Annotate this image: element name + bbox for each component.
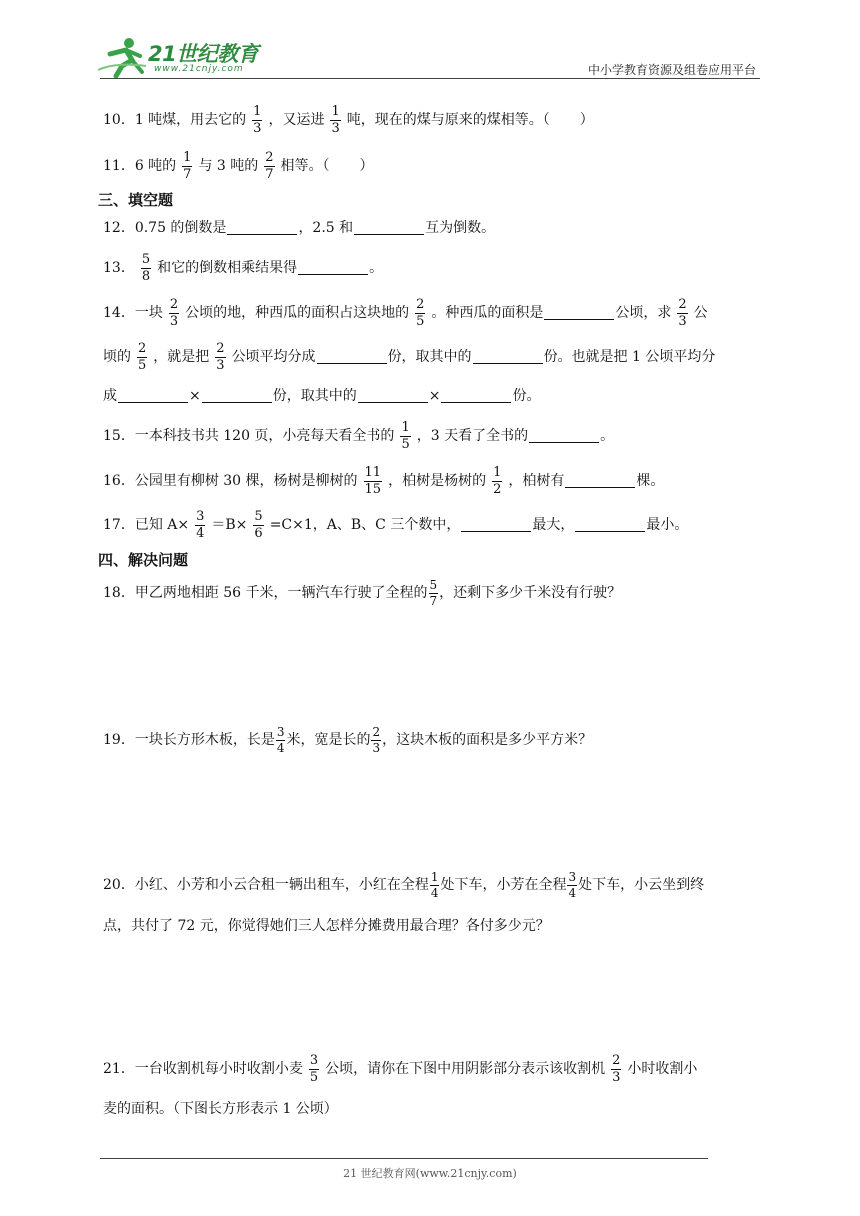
fraction: $\frac{5}{8}$	[141, 251, 151, 284]
runner-logo-icon	[96, 36, 148, 78]
q14-text: 14．一块	[103, 305, 163, 321]
answer-blank[interactable]	[529, 430, 599, 443]
section-solve-title: 四、解决问题	[98, 551, 189, 569]
q12-text-3: 互为倒数。	[425, 220, 496, 236]
q14-text: 公顷的地，种西瓜的面积占这块地的	[185, 305, 410, 321]
q14-text: 份。也就是把 1 公顷平均分	[543, 349, 716, 365]
q10-text-2: ，又运进	[268, 112, 325, 128]
q14-text: 公	[693, 305, 708, 321]
fraction: $\frac{5}{7}$	[429, 577, 438, 608]
fraction: $\frac{3}{4}$	[276, 724, 285, 755]
answer-blank[interactable]	[227, 222, 297, 235]
question-14-line-3	[103, 376, 540, 416]
answer-blank[interactable]	[202, 390, 272, 403]
question-21-line-2	[103, 1089, 338, 1129]
q16-text: ，柏树有	[508, 473, 565, 489]
answer-blank[interactable]	[565, 475, 635, 488]
q11-text-2: 与 3 吨的	[198, 158, 259, 174]
answer-blank[interactable]	[317, 351, 387, 364]
q19-text: 米，宽是长的	[286, 732, 371, 748]
fraction: $\frac{1}{7}$	[183, 149, 192, 182]
footer-divider	[100, 1158, 708, 1159]
q14-text: 份，取其中的	[272, 388, 357, 404]
q17-text: 最大，	[532, 517, 575, 533]
fraction: $\frac{2}{3}$	[216, 340, 225, 373]
q12-text-2: ，2.5 和	[298, 220, 354, 236]
q14-text: ，就是把	[153, 349, 210, 365]
question-11	[103, 146, 374, 186]
times-sign: ×	[428, 388, 441, 404]
fraction: $\frac{2}{3}$	[678, 296, 687, 329]
q17-text: 最小。	[646, 517, 689, 533]
answer-blank[interactable]	[358, 390, 428, 403]
question-17	[103, 505, 688, 545]
fraction: $\frac{2}{3}$	[372, 724, 381, 755]
fraction: $\frac{5}{6}$	[254, 508, 263, 541]
q18-text: ，还剩下多少千米没有行驶？	[439, 585, 622, 601]
fraction: $\frac{2}{7}$	[265, 149, 274, 182]
q21-text: 麦的面积。（下图长方形表示 1 公顷）	[103, 1101, 338, 1117]
question-20-line-2	[103, 906, 550, 946]
q20-text: 处下车，小云坐到终	[578, 877, 705, 893]
q17-text: 17．已知 A×	[103, 517, 190, 533]
fraction: $\frac{3}{4}$	[568, 869, 577, 900]
q16-text: 棵。	[636, 473, 665, 489]
q14-text: 公顷，求	[615, 305, 672, 321]
answer-blank[interactable]	[441, 390, 511, 403]
q20-text: 处下车，小芳在全程	[440, 877, 567, 893]
q17-text: =C×1，A、B、C 三个数中，	[269, 517, 461, 533]
question-21-line-1	[103, 1049, 697, 1089]
logo-text: 21世纪教育	[148, 42, 259, 66]
question-14-line-1	[103, 293, 708, 333]
answer-blank[interactable]	[473, 351, 543, 364]
q17-text: ＝B×	[211, 517, 248, 533]
answer-blank[interactable]	[118, 390, 188, 403]
fraction: $\frac{3}{5}$	[309, 1052, 319, 1085]
q15-text: 。	[600, 428, 615, 444]
q11-text-1: 11．6 吨的	[103, 158, 177, 174]
logo-url: www.21cnjy.com	[154, 64, 244, 74]
answer-blank[interactable]	[575, 519, 645, 532]
question-15	[103, 416, 614, 456]
q10-text-4: ）	[579, 112, 594, 128]
q20-text: 点，共付了 72 元，你觉得她们三人怎样分摊费用最合理？各付多少元？	[103, 918, 550, 934]
q21-text: 21．一台收割机每小时收割小麦	[103, 1061, 303, 1077]
q13-text-2: 。	[369, 260, 384, 276]
q14-text: 成	[103, 388, 117, 404]
fraction: $\frac{11}{15}$	[364, 464, 382, 497]
q16-text: 16．公园里有柳树 30 棵，杨树是柳树的	[103, 473, 358, 489]
section-fill-title: 三、填空题	[98, 191, 174, 209]
footer-text: 21 世纪教育网(www.21cnjy.com)	[343, 1167, 517, 1180]
question-12	[103, 208, 495, 248]
header-divider	[100, 78, 760, 79]
answer-blank[interactable]	[354, 222, 424, 235]
question-10	[103, 100, 594, 140]
question-19	[103, 720, 592, 760]
answer-blank[interactable]	[461, 519, 531, 532]
fraction: $\frac{1}{2}$	[493, 464, 502, 497]
q18-text: 18．甲乙两地相距 56 千米，一辆汽车行驶了全程的	[103, 585, 428, 601]
q12-text-1: 12．0.75 的倒数是	[103, 220, 227, 236]
q13-number: 13．	[103, 260, 135, 276]
q19-text: 19．一块长方形木板，长是	[103, 732, 275, 748]
fraction: $\frac{3}{4}$	[196, 508, 205, 541]
fraction: $\frac{1}{4}$	[430, 869, 439, 900]
fraction: $\frac{1}{5}$	[401, 419, 410, 452]
question-18	[103, 573, 621, 613]
q11-text-3: 相等。（	[280, 158, 330, 174]
q14-text: 份。	[512, 388, 541, 404]
q14-text: 公顷平均分成	[231, 349, 316, 365]
platform-label: 中小学教育资源及组卷应用平台	[587, 63, 756, 77]
question-14-line-2	[103, 337, 715, 377]
q16-text: ，柏树是杨树的	[388, 473, 487, 489]
fraction: $\frac{2}{5}$	[416, 296, 425, 329]
fraction: $\frac{2}{5}$	[138, 340, 147, 373]
q11-text-4: ）	[359, 158, 374, 174]
q14-text: 。种西瓜的面积是	[431, 305, 544, 321]
q15-text: ，3 天看了全书的	[416, 428, 529, 444]
q15-text: 15．一本科技书共 120 页，小亮每天看全书的	[103, 428, 395, 444]
question-13	[103, 248, 383, 288]
answer-blank[interactable]	[298, 262, 368, 275]
q20-text: 20．小红、小芳和小云合租一辆出租车，小红在全程	[103, 877, 429, 893]
fraction: $\frac{1}{3}$	[331, 103, 340, 136]
q14-text: 顷的	[103, 349, 131, 365]
fraction: $\frac{2}{3}$	[169, 296, 179, 329]
question-20-line-1	[103, 865, 704, 905]
q21-text: 公顷，请你在下图中用阴影部分表示该收割机	[325, 1061, 606, 1077]
site-logo	[96, 36, 266, 78]
q21-text: 小时收割小	[627, 1061, 698, 1077]
question-16	[103, 461, 664, 501]
q10-text-1: 10．1 吨煤，用去它的	[103, 112, 247, 128]
fraction: $\frac{2}{3}$	[612, 1052, 621, 1085]
fraction: $\frac{1}{3}$	[253, 103, 262, 136]
q10-text-3: 吨，现在的煤与原来的煤相等。（	[346, 112, 550, 128]
answer-blank[interactable]	[544, 307, 614, 320]
q13-text-1: 和它的倒数相乘结果得	[157, 260, 298, 276]
q14-text: 份，取其中的	[387, 349, 472, 365]
times-sign: ×	[189, 388, 201, 404]
q19-text: ，这块木板的面积是多少平方米？	[382, 732, 593, 748]
